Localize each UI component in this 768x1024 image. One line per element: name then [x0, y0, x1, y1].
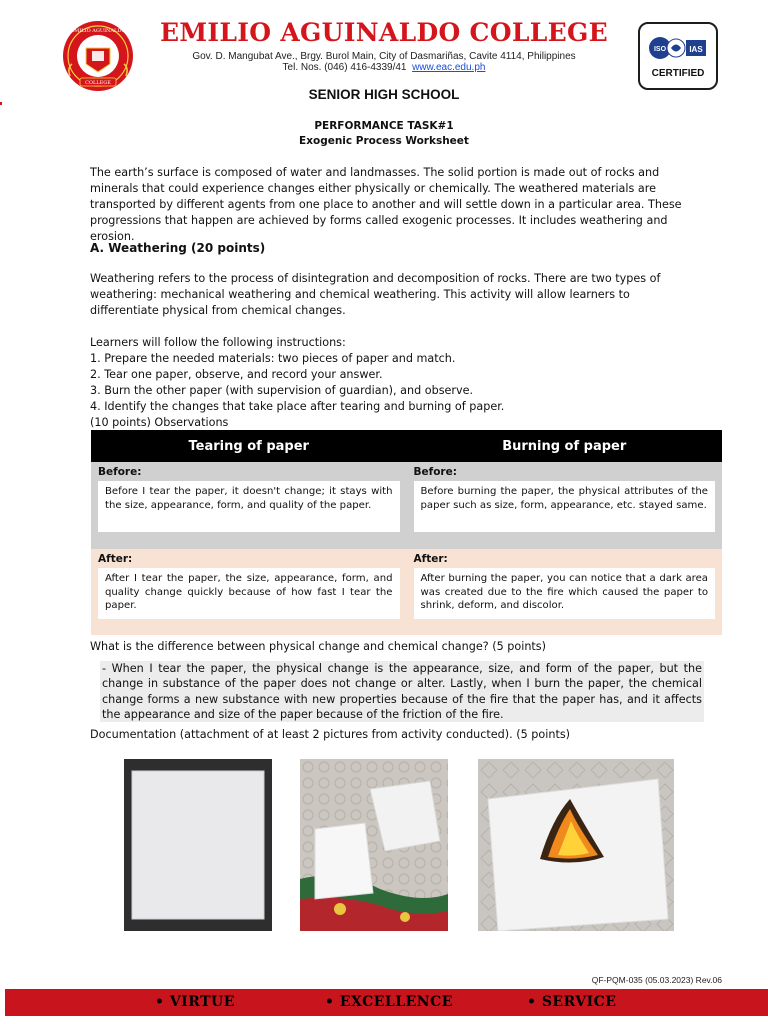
college-contact — [158, 62, 610, 73]
table-row-after — [91, 549, 722, 635]
photo-burning-paper — [478, 759, 674, 931]
cell-burning-before — [407, 462, 723, 549]
task-title: PERFORMANCE TASK#1 — [314, 120, 454, 132]
after-label: After: — [413, 553, 448, 565]
motto-virtue: • VIRTUE — [155, 994, 235, 1010]
college-address: Gov. D. Mangubat Ave., Brgy. Burol Main, City of Dasmariñas, Cavite 4114, Philippines — [192, 51, 576, 62]
document-code: QF-PQM-035 (05.03.2023) Rev.06 — [591, 975, 722, 985]
svg-text:IAS: IAS — [689, 45, 703, 54]
table-row-before — [91, 462, 722, 549]
instruction-step: 4. Identify the changes that take place after tearing and burning of paper. — [90, 400, 505, 413]
margin-mark — [0, 102, 2, 105]
question-answer: - When I tear the paper, the physical change is the appearance, size, and form of the paper, but the change in substance of the paper does not change or alter. Lastly, when I burn the paper, the chemical change forms a new substance with new properties because of the fire that the paper has, and it affects the appearance and size of the paper because of the friction of the fire. — [102, 662, 702, 721]
table-header-row — [91, 430, 722, 462]
instruction-step: 2. Tear one paper, observe, and record your answer. — [90, 368, 383, 381]
svg-text:ISO: ISO — [653, 46, 667, 53]
before-label: Before: — [98, 466, 142, 478]
motto-excellence: • EXCELLENCE — [325, 994, 453, 1010]
weathering-paragraph: Weathering refers to the process of disintegration and decomposition of rocks. There are two types of weathering: mechanical weathering and chemical weathering. This activity will allow learners to differentiate physical from chemical changes. — [90, 272, 661, 317]
cell-tearing-after — [91, 549, 407, 635]
svg-text:COLLEGE: COLLEGE — [85, 80, 111, 86]
documentation-label: Documentation (attachment of at least 2 pictures from activity conducted). (5 points) — [90, 728, 571, 741]
task-subtitle: Exogenic Process Worksheet — [299, 135, 469, 147]
answer-burning-before: Before burning the paper, the physical attributes of the paper such as size, form, appearance, etc. stayed same. — [414, 481, 716, 532]
photo-blank-paper — [124, 759, 272, 931]
school-level-heading: SENIOR HIGH SCHOOL — [308, 87, 460, 102]
college-seal-logo — [62, 20, 134, 92]
answer-tearing-before: Before I tear the paper, it doesn't change; it stays with the size, appearance, form, and quality of the paper. — [98, 481, 400, 532]
photo-torn-paper — [300, 759, 448, 931]
motto-service: • SERVICE — [527, 994, 617, 1010]
cell-burning-after — [407, 549, 723, 635]
intro-paragraph: The earth’s surface is composed of water and landmasses. The solid portion is made out of rocks and minerals that could experience changes either physically or chemically. The weathered materials are transported by different agents from one place to another and will settle down in a particular area. These progressions that happen are achieved by forms called exogenic processes. It includes weathering and erosion. — [90, 166, 682, 243]
instructions-intro: Learners will follow the following instructions: — [90, 336, 346, 349]
iso-certified-badge — [638, 22, 718, 90]
after-label: After: — [98, 553, 133, 565]
section-heading: A. Weathering (20 points) — [90, 241, 266, 255]
instruction-step: 1. Prepare the needed materials: two pieces of paper and match. — [90, 352, 456, 365]
header-tearing: Tearing of paper — [188, 438, 309, 454]
observations-table — [91, 430, 722, 635]
instruction-step: 3. Burn the other paper (with supervision of guardian), and observe. — [90, 384, 474, 397]
observations-label: (10 points) Observations — [90, 416, 229, 429]
before-label: Before: — [413, 466, 457, 478]
website-link[interactable]: www.eac.edu.ph — [412, 62, 486, 73]
college-name: EMILIO AGUINALDO COLLEGE — [160, 18, 608, 47]
question-prompt: What is the difference between physical change and chemical change? (5 points) — [90, 640, 546, 653]
svg-text:EMILIO AGUINALDO: EMILIO AGUINALDO — [70, 28, 126, 34]
header-burning: Burning of paper — [502, 438, 627, 454]
footer-motto-bar — [5, 989, 768, 1016]
svg-text:CERTIFIED: CERTIFIED — [651, 68, 705, 79]
answer-burning-after: After burning the paper, you can notice that a dark area was created due to the fire which caused the paper to shrink, deform, and discolor. — [414, 568, 716, 619]
instructions-block — [90, 335, 702, 431]
answer-tearing-after: After I tear the paper, the size, appearance, form, and quality change quickly because of how fast I tear the paper. — [98, 568, 400, 619]
cell-tearing-before — [91, 462, 407, 549]
telephone-numbers: Tel. Nos. (046) 416-4339/41 — [282, 62, 407, 73]
